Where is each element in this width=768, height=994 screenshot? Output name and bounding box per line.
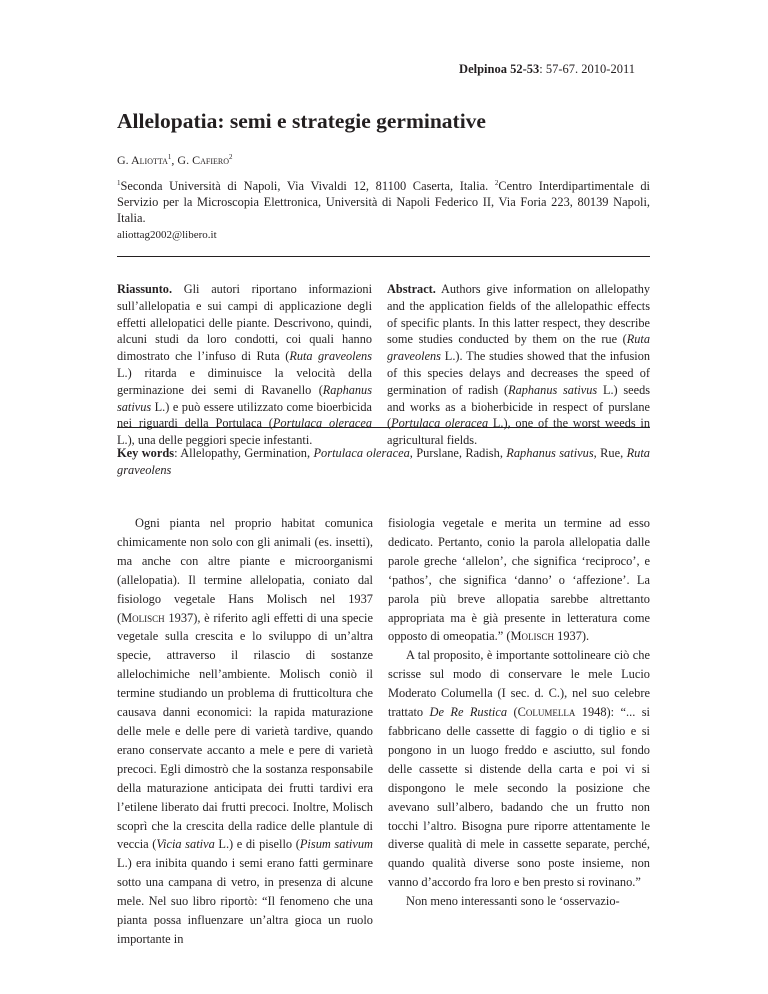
riassunto-species-1: Ruta graveolens: [289, 349, 372, 364]
author-list: [117, 153, 232, 168]
journal-name: Delpinoa: [459, 62, 507, 76]
body-text: Ogni pianta nel proprio habitat comunica chimicamente non solo con gli animali (es. insetti), ma anche con altre piante e microorganismi (allelopatia). Il termine allelopatia, coniato dal fisiologo vegetale Hans Molisch nel 1937 (: [117, 516, 373, 625]
body-column-right: [388, 514, 650, 911]
affil-1-text: Seconda Università di Napoli, Via Vivaldi 12, 81100 Caserta, Italia.: [120, 179, 495, 193]
body-text: L.) e di pisello (: [214, 837, 300, 852]
author-2-affil-mark: 2: [228, 153, 233, 161]
body-paragraph: [388, 514, 650, 646]
keywords-label: Key words: [117, 446, 175, 460]
body-text: L.) era inibita quando i semi erano fatti germinare sotto una campana di vetro, in presenza di alcune mele. Nel suo libro riportò: “Il fenomeno che una pianta possa influenzare un’altra gioca un ruolo importante in: [117, 856, 373, 946]
citation-author: Molisch: [510, 629, 555, 644]
abstract-species-2: Raphanus sativus: [508, 382, 598, 397]
divider-top: [117, 256, 650, 257]
book-title: De Re Rustica: [429, 705, 508, 720]
paper-title: Allelopatia: semi e strategie germinative: [117, 109, 486, 133]
body-text: fisiologia vegetale e merita un termine ad esso dedicato. Pertanto, conio la parola allelopatia dalle parole greche ‘allelon’, che significa ‘reciproco’, e ‘pathos’, che significa ‘danno’ o ‘affezione’. La parola più breve allopatia sarebbe altrettanto appropriata ma è già presente in letteratura come opposto di omeopatia.” (: [388, 516, 650, 644]
abstract-text-1: Authors give information on allelopathy and the application fields of the allelopathic effects of specific plants. In this latter respect, they describe some studies conducted by them on the rue (: [387, 282, 650, 347]
journal-volume: 52-53: [510, 62, 540, 76]
riassunto-species-2: Raphanus sativus: [117, 382, 372, 414]
body-text: 1948): “... si fabbricano delle cassette di faggio o di tiglio e si pongono in un luogo freddo e asciutto, sul fondo delle cassette si distende della carta e poi vi si dispongono le mele secondo la posizione che avevano sull’albero, badando che un frutto non tocchi l’altro. Bisogna pure riporre attentamente le diverse qualità di mele in cassette separate, perché, quando qualità diverse sono poste insieme, non vanno d’accordo fra loro e ben presto si rovinano.”: [388, 705, 650, 890]
abstract-text-2: L.). The studies showed that the infusion of this species delays and decreases the speed of germination of radish (: [387, 349, 650, 397]
affiliations: [117, 178, 650, 226]
keyword-species-1: Portulaca oleracea: [313, 446, 410, 460]
body-paragraph: [388, 892, 650, 911]
author-2: G. Cafiero: [177, 153, 229, 167]
keywords-text-3: , Rue,: [593, 446, 627, 460]
author-separator: ,: [171, 153, 178, 167]
abstract-label: Abstract.: [387, 282, 436, 296]
journal-reference: [459, 62, 635, 77]
body-paragraph: [388, 646, 650, 892]
body-text: 1937), è riferito agli effetti di una specie vegetale sulla crescita e lo sviluppo di un’altra specie, attraverso il rilascio di sostanze allelochimiche nell’ambiente. Molisch coniò il termine studiando un problema di frutticoltura che causava danni economici: la rapida maturazione delle mele e delle pere di varietà tardive, quando erano conservate accanto a mele e pere di varietà precoci. Egli dimostrò che la sostanza responsabile della maturazione anticipata dei frutti tardivi era l’etilene liberato dai frutti precoci. Inoltre, Molisch scoprì che la crescita della radice delle plantule di veccia (: [117, 610, 373, 852]
keyword-species-2: Raphanus sativus: [506, 446, 594, 460]
body-text: A tal proposito, è importante sottolineare ciò che scrisse sul modo di conservare le mele Lucio Moderato Columella (I sec. d. C.), nel suo celebre trattato: [388, 648, 650, 720]
riassunto-text-4: L.), una delle peggiori specie infestanti.: [117, 433, 313, 448]
abstract-species-3: Portulaca oleracea: [391, 416, 489, 431]
body-text: 1937).: [554, 629, 590, 644]
keywords-text-1: : Allelopathy, Germination,: [174, 446, 314, 460]
riassunto-species-3: Portulaca oleracea: [272, 416, 372, 431]
body-column-left: [117, 514, 373, 949]
abstract-text-3: L.) seeds and works as a bioherbicide in respect of purslane (: [387, 382, 651, 431]
keyword-species-3: Ruta graveolens: [117, 446, 650, 477]
author-1-affil-mark: 1: [167, 153, 172, 161]
riassunto-block: [117, 281, 372, 449]
divider-bottom: [117, 427, 650, 428]
author-1: G. Aliotta: [117, 153, 168, 167]
affil-2-text: Centro Interdipartimentale di Servizio per la Microscopia Elettronica, Università di Napoli Federico II, Via Foria 223, 80139 Napoli, Italia.: [117, 179, 651, 225]
body-paragraph: [117, 514, 373, 949]
keywords-text-2: , Purslane, Radish,: [409, 446, 507, 460]
abstract-species-1: Ruta graveolens: [387, 332, 650, 364]
riassunto-text-1: Gli autori riportano informazioni sull’allelopatia e sui campi di applicazione degli effetti allelopatici delle piante. Descrivono, quindi, alcuni studi da loro condotti, coi quali hanno dimostrato che l’infuso di Ruta (: [117, 282, 372, 364]
riassunto-text-3: L.) e può essere utilizzato come bioerbicida nei riguardi della Portulaca (: [117, 399, 372, 431]
affil-2-mark: 2: [494, 179, 499, 187]
citation-author: Columella: [517, 705, 576, 720]
affil-1-mark: 1: [117, 179, 121, 187]
abstract-text-4: L.), one of the worst weeds in agricultural fields.: [387, 416, 651, 448]
abstract-block: [387, 281, 650, 449]
body-text: Non meno interessanti sono le ‘osservazio-: [406, 894, 620, 909]
contact-email: aliottag2002@libero.it: [117, 229, 217, 241]
keywords: [117, 445, 650, 478]
riassunto-label: Riassunto.: [117, 282, 173, 296]
citation-author: Molisch: [121, 610, 165, 625]
body-text: (: [507, 705, 518, 720]
journal-pages-year: : 57-67. 2010-2011: [539, 62, 635, 76]
riassunto-text-2: L.) ritarda e diminuisce la velocità della germinazione dei semi di Ravanello (: [117, 365, 372, 397]
species-name: Vicia sativa: [156, 837, 215, 852]
species-name: Pisum sativum: [299, 837, 373, 852]
